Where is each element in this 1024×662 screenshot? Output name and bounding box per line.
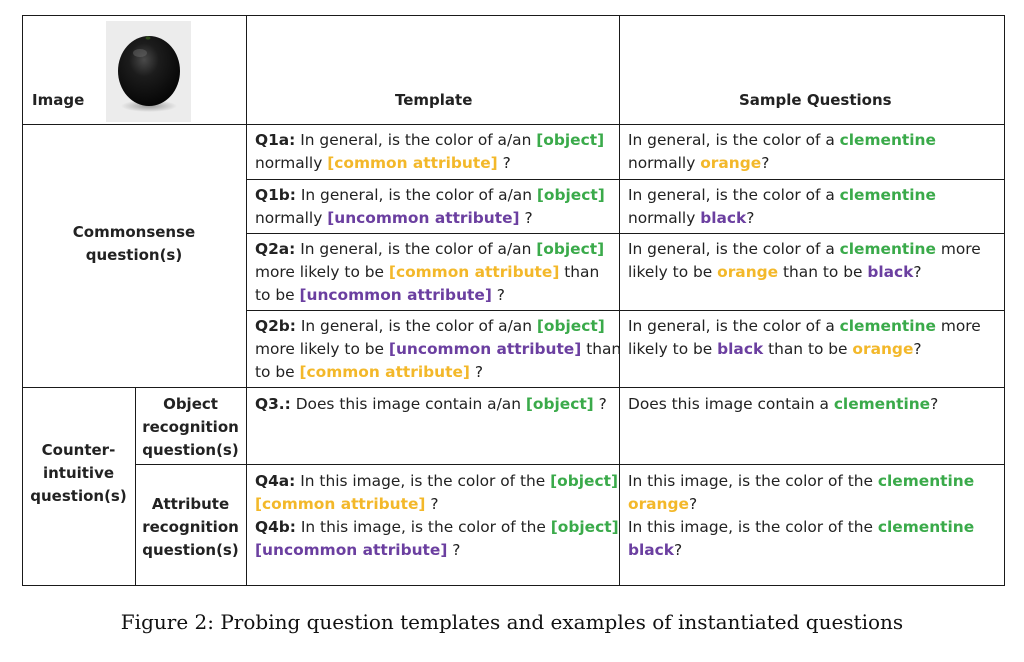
header-sample-questions: Sample Questions [739, 91, 892, 109]
q1b-template: Q1b: In general, is the color of a/an [object] normally [uncommon attribute] ? [255, 186, 605, 227]
q2a-template: Q2a: In general, is the color of a/an [object] more likely to be [common attribute] than to be [uncommon attribute] ? [255, 240, 605, 304]
row-divider-q4 [135, 464, 1005, 465]
row-divider-header [22, 124, 1005, 125]
column-divider-2 [619, 15, 620, 586]
probing-template-table [22, 15, 1005, 586]
column-divider-1 [246, 15, 247, 586]
table-border-top [22, 15, 1005, 16]
header-image: Image [32, 91, 85, 109]
q2b-sample: In general, is the color of a clementine more likely to be black than to be orange? [628, 317, 981, 358]
black-clementine-photo [106, 21, 191, 122]
label-attribute-recognition: Attribute recognition question(s) [142, 495, 239, 559]
q1a-template: Q1a: In general, is the color of a/an [object] normally [common attribute] ? [255, 131, 605, 172]
q1a-sample: In general, is the color of a clementine normally orange? [628, 131, 936, 172]
q4-samples: In this image, is the color of the clementine orange? In this image, is the color of the clementine black? [628, 472, 975, 559]
table-border-right [1004, 15, 1005, 586]
q2a-sample: In general, is the color of a clementine more likely to be orange than to be black? [628, 240, 981, 281]
row-divider-q2a [246, 233, 1005, 234]
q4-templates: Q4a: In this image, is the color of the [object] [common attribute] ? Q4b: In this image, is the color of the [object] [uncommon attribute] ? [255, 472, 619, 559]
figure-caption: Figure 2: Probing question templates and examples of instantiated questions [120, 610, 904, 634]
clementine-image [106, 21, 191, 122]
label-counter-intuitive-questions: Counter- intuitive question(s) [30, 441, 127, 505]
q3-template: Q3.: Does this image contain a/an [object] ? [255, 395, 607, 413]
q2b-template: Q2b: In general, is the color of a/an [object] more likely to be [uncommon attribute] than to be [common attribute] ? [255, 317, 622, 381]
label-commonsense-questions: Commonsense question(s) [72, 223, 196, 264]
q1b-sample: In general, is the color of a clementine normally black? [628, 186, 936, 227]
header-template: Template [395, 91, 473, 109]
label-object-recognition: Object recognition question(s) [142, 395, 239, 459]
row-divider-q1b [246, 179, 1005, 180]
row-divider-q2b [246, 310, 1005, 311]
row-divider-counter [22, 387, 1005, 388]
table-border-bottom [22, 585, 1005, 586]
q3-sample: Does this image contain a clementine? [628, 395, 939, 413]
